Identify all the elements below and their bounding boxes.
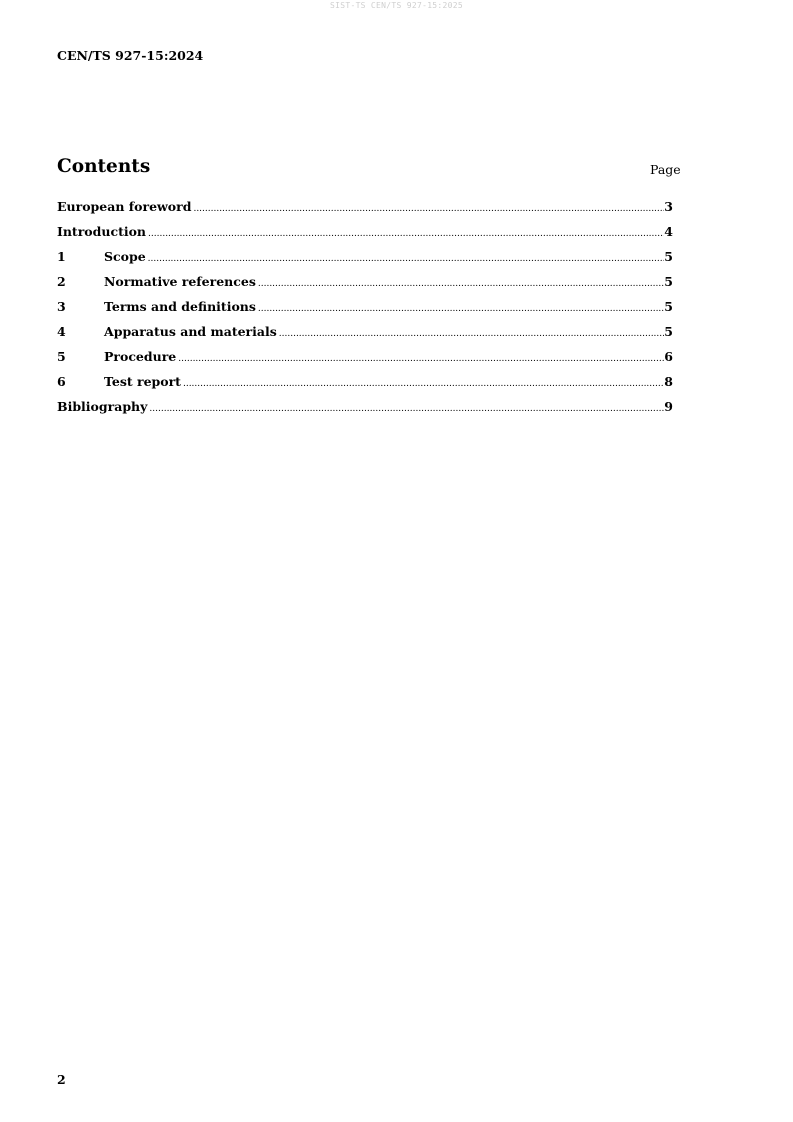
toc-dot-leader [146, 254, 665, 264]
toc-entry-page: 4 [664, 224, 673, 239]
page-number: 2 [57, 1072, 66, 1087]
contents-title: Contents [57, 156, 151, 177]
document-id-header: CEN/TS 927-15:2024 [57, 48, 204, 63]
toc-entry-title: Apparatus and materials [104, 324, 277, 339]
toc-dot-leader [191, 204, 664, 214]
toc-entry-normative-references[interactable] [57, 274, 673, 299]
toc-entry-title: Procedure [104, 349, 177, 364]
toc-entry-title: Test report [104, 374, 181, 389]
toc-dot-leader [256, 279, 664, 289]
page-column-label: Page [650, 162, 681, 177]
toc-entry-number: 2 [57, 274, 66, 289]
toc-entry-procedure[interactable] [57, 349, 673, 374]
toc-entry-number: 3 [57, 299, 66, 314]
toc-entry-scope[interactable] [57, 249, 673, 274]
toc-entry-number: 6 [57, 374, 66, 389]
toc-entry-page: 8 [664, 374, 673, 389]
toc-entry-title: Introduction [57, 224, 147, 239]
toc-entry-title: Bibliography [57, 399, 148, 414]
toc-dot-leader [146, 229, 664, 239]
toc-entry-number: 1 [57, 249, 66, 264]
toc-entry-page: 3 [664, 199, 673, 214]
toc-dot-leader [256, 304, 664, 314]
toc-entry-page: 5 [664, 249, 673, 264]
toc-entry-apparatus-and-materials[interactable] [57, 324, 673, 349]
toc-entry-page: 9 [664, 399, 673, 414]
toc-entry-introduction[interactable] [57, 224, 673, 249]
watermark: SIST-TS CEN/TS 927-15:2025 [329, 1, 464, 10]
table-of-contents [57, 199, 673, 424]
toc-dot-leader [147, 404, 664, 414]
toc-entry-title: Terms and definitions [104, 299, 256, 314]
toc-entry-number: 5 [57, 349, 66, 364]
toc-entry-page: 6 [664, 349, 673, 364]
toc-entry-page: 5 [664, 324, 673, 339]
toc-dot-leader [277, 329, 665, 339]
toc-entry-page: 5 [664, 299, 673, 314]
toc-entry-page: 5 [664, 274, 673, 289]
toc-dot-leader [176, 354, 664, 364]
toc-entry-title: Scope [104, 249, 146, 264]
toc-entry-number: 4 [57, 324, 66, 339]
toc-entry-title: Normative references [104, 274, 256, 289]
toc-dot-leader [181, 379, 664, 389]
toc-entry-bibliography[interactable] [57, 399, 673, 424]
toc-entry-title: European foreword [57, 199, 192, 214]
toc-entry-european-foreword[interactable] [57, 199, 673, 224]
toc-entry-test-report[interactable] [57, 374, 673, 399]
toc-entry-terms-and-definitions[interactable] [57, 299, 673, 324]
